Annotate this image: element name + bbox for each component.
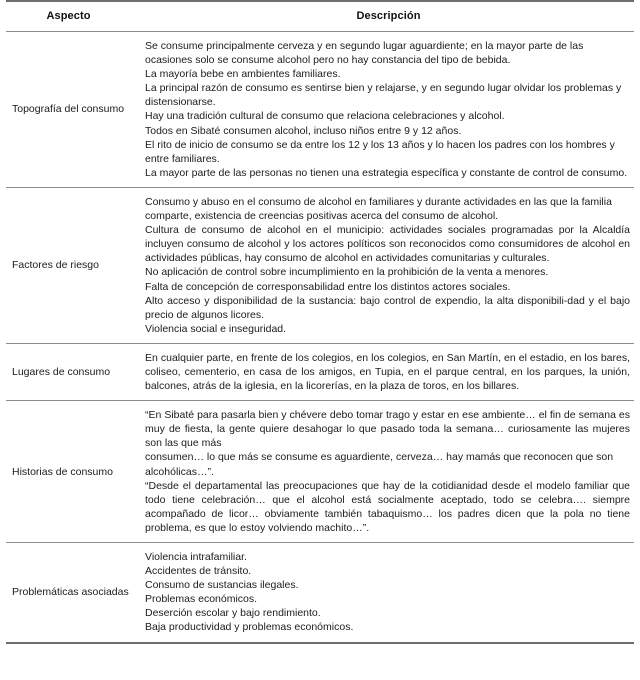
aspecto-label: Lugares de consumo: [12, 365, 111, 378]
descripcion-line: “Desde el departamental las preocupaciones que hay de la cotidianidad desde el modelo familiar que todo tiene celebración… que el alcohol está socialmente aceptado, todo se celebra…. siempre acompañado de licor… obviamente también tabaquismo… los padres dicen que la pola no tiene problema, es que lo estoy volviendo machito…”.: [145, 479, 630, 534]
column-header-aspecto: Aspecto: [46, 10, 91, 22]
descripcion-line: Alto acceso y disponibilidad de la sustancia: bajo control de expendio, la alta disponibili-dad y el bajo precio de algunos licores.: [145, 294, 630, 321]
descripcion-content: [137, 344, 640, 400]
table-row: [0, 32, 640, 187]
aspecto-label: Factores de riesgo: [12, 259, 99, 272]
column-header-descripcion: Descripción: [356, 10, 421, 22]
descripcion-line: Consumo de sustancias ilegales.: [145, 579, 299, 592]
descripcion-line: Deserción escolar y bajo rendimiento.: [145, 607, 321, 620]
aspecto-label: Problemáticas asociadas: [12, 586, 129, 599]
descripcion-line: Consumo y abuso en el consumo de alcohol en familiares y durante actividades en las que la familia comparte, existencia de creencias positivas acerca del consumo de alcohol.: [145, 195, 612, 223]
descripcion-line: No aplicación de control sobre incumplimiento en la prohibición de la venta a menores.: [145, 266, 549, 279]
descripcion-line: Violencia social e inseguridad.: [145, 322, 287, 335]
aspecto-descripcion-table: [0, 2, 640, 31]
descripcion-content: [137, 543, 640, 642]
descripcion-line: Violencia intrafamiliar.: [145, 551, 247, 563]
table-body: [0, 32, 640, 642]
descripcion-content: [137, 401, 640, 542]
descripcion-line: La mayor parte de las personas no tienen una estrategia específica y constante de control de consumo.: [145, 166, 628, 179]
aspecto-label: Historias de consumo: [12, 465, 113, 478]
table-row: [0, 188, 640, 343]
descripcion-line: Accidentes de tránsito.: [145, 565, 252, 578]
descripcion-line: Baja productividad y problemas económicos.: [145, 621, 354, 634]
descripcion-line: Falta de concepción de corresponsabilidad entre los distintos actores sociales.: [145, 280, 511, 293]
table-body-wrapper: [0, 32, 640, 642]
table-row: [0, 401, 640, 542]
descripcion-content: [137, 32, 640, 187]
descripcion-line: Todos en Sibaté consumen alcohol, incluso niños entre 9 y 12 años.: [145, 124, 462, 137]
descripcion-line: Se consume principalmente cerveza y en segundo lugar aguardiente; en la mayor parte de las ocasiones solo se consume alcohol pero no hay constancia del tipo de bebida.: [145, 40, 584, 67]
descripcion-line: El rito de inicio de consumo se da entre los 12 y los 13 años y lo hacen los padres con los hombres y entre familiares.: [145, 138, 615, 165]
header-row: [0, 2, 640, 31]
descripcion-line: La mayoría bebe en ambientes familiares.: [145, 68, 341, 81]
descripcion-line: En cualquier parte, en frente de los colegios, en los colegios, en San Martín, en el estadio, en los bares, coliseo, cementerio, en casa de los amigos, en Tupia, en el parque central, en los parques, la unión, balcones, atrás de la iglesia, en la licorerías, en la plaza de toros, en los billares.: [145, 351, 630, 393]
descripcion-line: “En Sibaté para pasarla bien y chévere debo tomar trago y estar en ese ambiente… el fin de semana es muy de fiesta, la gente quiere desahogar lo que pasado toda la semana… curiosamente las mujeres son las que más: [145, 409, 630, 450]
descripcion-content: [137, 188, 640, 343]
table-header: [0, 2, 640, 31]
descripcion-line: La principal razón de consumo es sentirse bien y relajarse, y en segundo lugar olvidar los problemas y distensionarse.: [145, 82, 622, 109]
aspecto-label: Topografía del consumo: [12, 103, 125, 116]
descripcion-line: Problemas económicos.: [145, 593, 258, 606]
table-row: [0, 344, 640, 400]
descripcion-line: Cultura de consumo de alcohol en el municipio: actividades sociales programadas por la Alcaldía incluyen consumo de alcohol y los actores políticos son reconocidos como consumidores de alcohol en actividades públicas, hay consumo de alcohol en actividades comunitarias y culturales.: [145, 224, 630, 265]
table-bottom-rule: [6, 642, 634, 644]
descripcion-line: Hay una tradición cultural de consumo que relaciona celebraciones y alcohol.: [145, 110, 505, 123]
descripcion-line: consumen… lo que más se consume es aguardiente, cerveza… hay mamás que reconocen que son alcohólicas…”.: [145, 451, 614, 478]
table-row: [0, 543, 640, 642]
